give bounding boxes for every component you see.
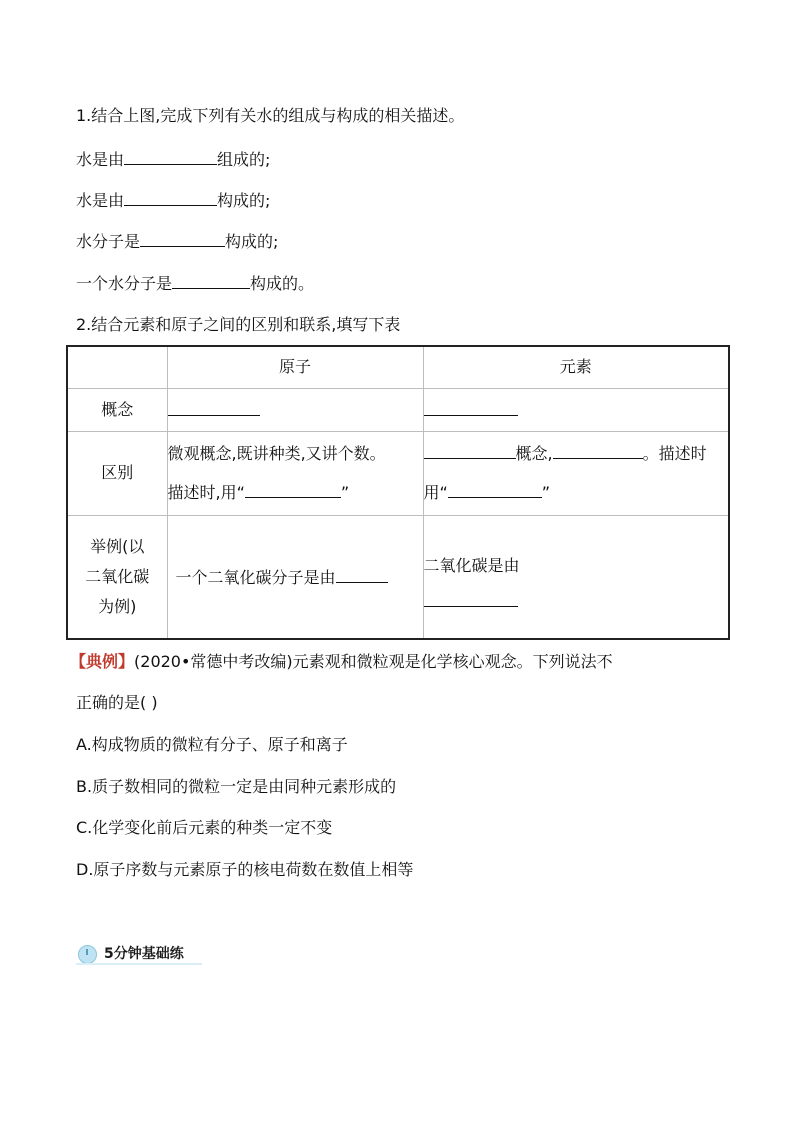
answer-blank[interactable]	[336, 566, 388, 583]
option-a[interactable]: A.构成物质的微粒有分子、原子和离子	[76, 735, 348, 754]
answer-blank[interactable]	[448, 481, 542, 498]
answer-blank[interactable]	[140, 231, 225, 247]
example-element-cell: 二氧化碳是由	[423, 515, 729, 639]
example-tag: 【典例】	[70, 652, 135, 671]
example-atom-cell: 一个二氧化碳分子是由	[167, 515, 423, 639]
option-c[interactable]: C.化学变化前后元素的种类一定不变	[76, 818, 333, 837]
atom-element-table	[66, 345, 730, 640]
difference-atom-cell: 微观概念,既讲种类,又讲个数。 描述时,用“ ”	[167, 431, 423, 515]
option-b[interactable]: B.质子数相同的微粒一定是由同种元素形成的	[76, 777, 397, 796]
example-stem-line-1: 【典例】(2020•常德中考改编)元素观和微粒观是化学核心观念。下列说法不	[70, 652, 613, 671]
concept-atom-cell	[167, 388, 423, 431]
answer-blank[interactable]	[424, 399, 518, 416]
row-label-difference: 区别	[67, 431, 167, 515]
answer-blank[interactable]	[553, 442, 643, 459]
header-atom: 原子	[167, 346, 423, 388]
q2-title: 2.结合元素和原子之间的区别和联系,填写下表	[76, 315, 401, 334]
answer-blank[interactable]	[168, 399, 260, 416]
q1-line-3: 水分子是 构成的;	[76, 232, 279, 251]
table-corner	[67, 346, 167, 388]
section-label: 5分钟基础练	[104, 946, 184, 962]
difference-element-cell: 概念, 。描述时 用“ ”	[423, 431, 729, 515]
row-label-concept: 概念	[67, 388, 167, 431]
answer-blank[interactable]	[172, 273, 250, 289]
section-badge	[76, 943, 202, 965]
answer-blank[interactable]	[124, 190, 217, 206]
row-label-example: 举例(以 二氧化碳 为例)	[67, 515, 167, 639]
option-d[interactable]: D.原子序数与元素原子的核电荷数在数值上相等	[76, 860, 414, 879]
q1-line-1: 水是由 组成的;	[76, 150, 271, 169]
q1-line-4: 一个水分子是 构成的。	[76, 274, 315, 293]
header-element: 元素	[423, 346, 729, 388]
concept-element-cell	[423, 388, 729, 431]
answer-blank[interactable]	[124, 149, 217, 165]
example-stem-line-2: 正确的是( )	[76, 693, 158, 712]
answer-blank[interactable]	[424, 590, 518, 607]
clock-icon	[78, 945, 97, 964]
q1-line-2: 水是由 构成的;	[76, 191, 271, 210]
section-underline	[76, 963, 202, 965]
q1-title: 1.结合上图,完成下列有关水的组成与构成的相关描述。	[76, 106, 465, 125]
answer-blank[interactable]	[245, 481, 341, 498]
answer-blank[interactable]	[424, 442, 516, 459]
